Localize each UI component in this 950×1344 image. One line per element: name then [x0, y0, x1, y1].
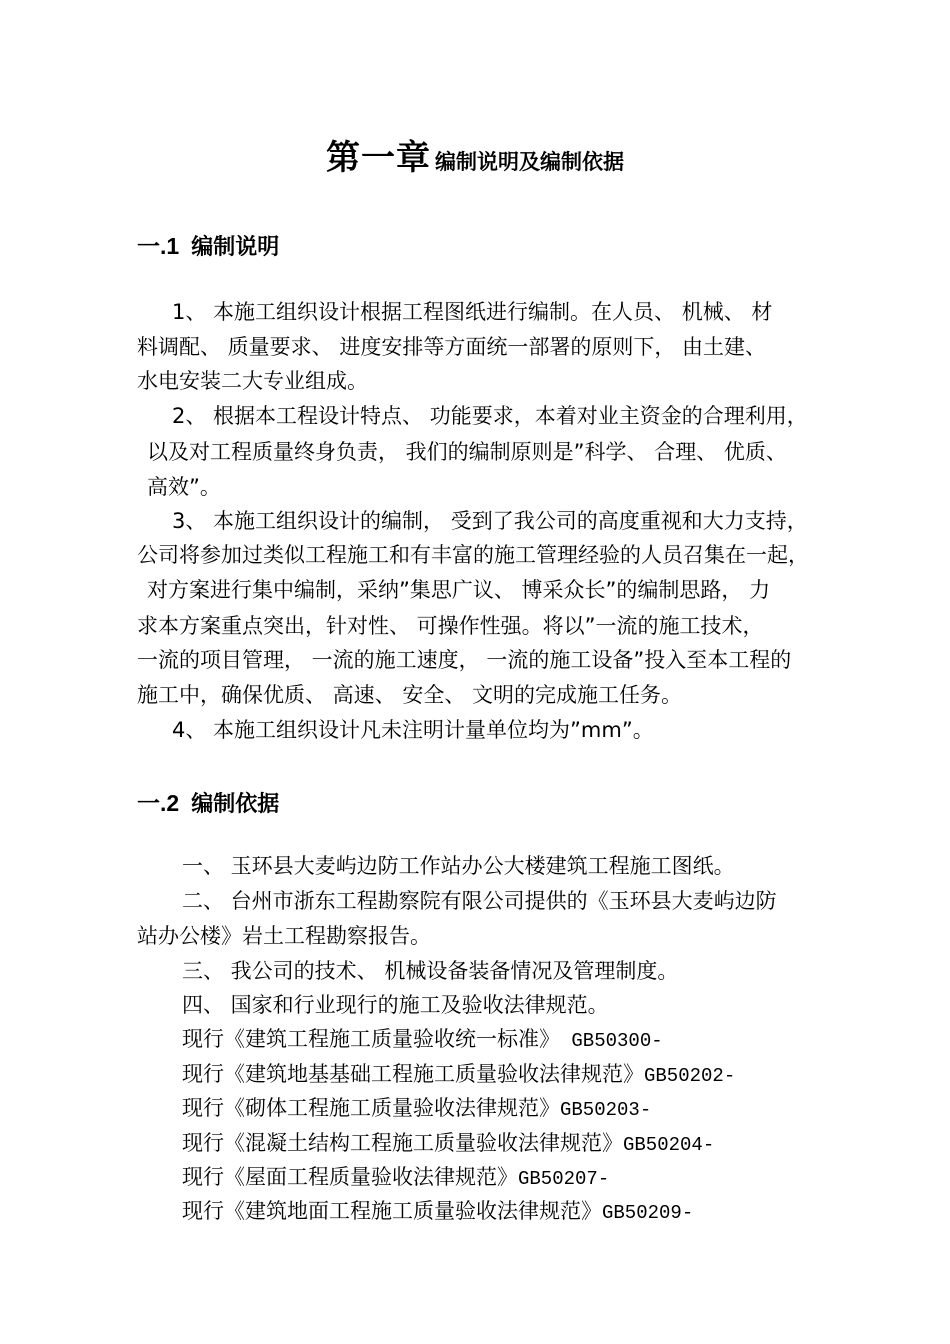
standard-code: GB50209-	[602, 1202, 694, 1224]
paragraph-line: 高效”。	[147, 475, 221, 499]
standard-line	[182, 1022, 663, 1058]
standard-name: 现行《屋面工程质量验收法律规范》	[182, 1165, 518, 1189]
standard-line	[182, 1057, 735, 1093]
paragraph-line: 一流的项目管理， 一流的施工速度， 一流的施工设备”投入至本工程的	[137, 648, 792, 672]
standard-line	[182, 1126, 714, 1162]
chapter-title-sub: 编制说明及编制依据	[435, 150, 624, 174]
standard-code: GB50202-	[644, 1065, 736, 1087]
paragraph-line: 公司将参加过类似工程施工和有丰富的施工管理经验的人员召集在一起，	[137, 543, 809, 567]
section-2-title: 编制依据	[191, 792, 280, 817]
section-1-title: 编制说明	[191, 235, 280, 260]
standard-name: 现行《建筑工程施工质量验收统一标准》	[182, 1027, 560, 1051]
standard-name: 现行《建筑地基基础工程施工质量验收法律规范》	[182, 1062, 644, 1086]
section-2-heading	[137, 785, 279, 818]
paragraph-line: 以及对工程质量终身负责， 我们的编制原则是”科学、 合理、 优质、	[147, 440, 787, 464]
standard-name: 现行《建筑地面工程施工质量验收法律规范》	[182, 1199, 602, 1223]
paragraph-line: 料调配、 质量要求、 进度安排等方面统一部署的原则下， 由土建、	[137, 335, 767, 359]
paragraph-line: 2、 根据本工程设计特点、 功能要求，本着对业主资金的合理利用，	[172, 404, 808, 428]
section-1-number: 一.1	[137, 233, 180, 259]
paragraph-line: 对方案进行集中编制，采纳”集思广议、 博采众长”的编制思路， 力	[147, 578, 771, 602]
standard-line	[182, 1194, 693, 1230]
standard-code: GB50207-	[518, 1168, 610, 1190]
paragraph-line: 3、 本施工组织设计的编制， 受到了我公司的高度重视和大力支持，	[172, 509, 808, 533]
chapter-title-main: 第一章	[326, 138, 431, 178]
standard-code: GB50204-	[623, 1134, 715, 1156]
paragraph-line: 1、 本施工组织设计根据工程图纸进行编制。在人员、 机械、 材	[172, 300, 773, 324]
standard-name: 现行《混凝土结构工程施工质量验收法律规范》	[182, 1131, 623, 1155]
standard-name: 现行《砌体工程施工质量验收法律规范》	[182, 1096, 560, 1120]
paragraph-line: 水电安装二大专业组成。	[137, 369, 368, 393]
standard-code: GB50203-	[560, 1099, 652, 1121]
basis-line: 二、 台州市浙东工程勘察院有限公司提供的《玉环县大麦屿边防	[182, 889, 777, 913]
standard-code: GB50300-	[560, 1030, 663, 1052]
section-1-heading	[137, 228, 279, 261]
section-2-number: 一.2	[137, 790, 180, 816]
basis-line: 三、 我公司的技术、 机械设备装备情况及管理制度。	[182, 959, 679, 983]
chapter-title	[0, 130, 950, 179]
basis-line: 站办公楼》岩土工程勘察报告。	[137, 924, 431, 948]
paragraph-line: 4、 本施工组织设计凡未注明计量单位均为”mm”。	[172, 718, 654, 742]
basis-line: 四、 国家和行业现行的施工及验收法律规范。	[182, 993, 609, 1017]
basis-line: 一、 玉环县大麦屿边防工作站办公大楼建筑工程施工图纸。	[182, 854, 735, 878]
paragraph-line: 施工中，确保优质、 高速、 安全、 文明的完成施工任务。	[137, 683, 683, 707]
paragraph-line: 求本方案重点突出，针对性、 可操作性强。将以”一流的施工技术，	[137, 614, 764, 638]
standard-line	[182, 1091, 651, 1127]
standard-line	[182, 1160, 609, 1196]
